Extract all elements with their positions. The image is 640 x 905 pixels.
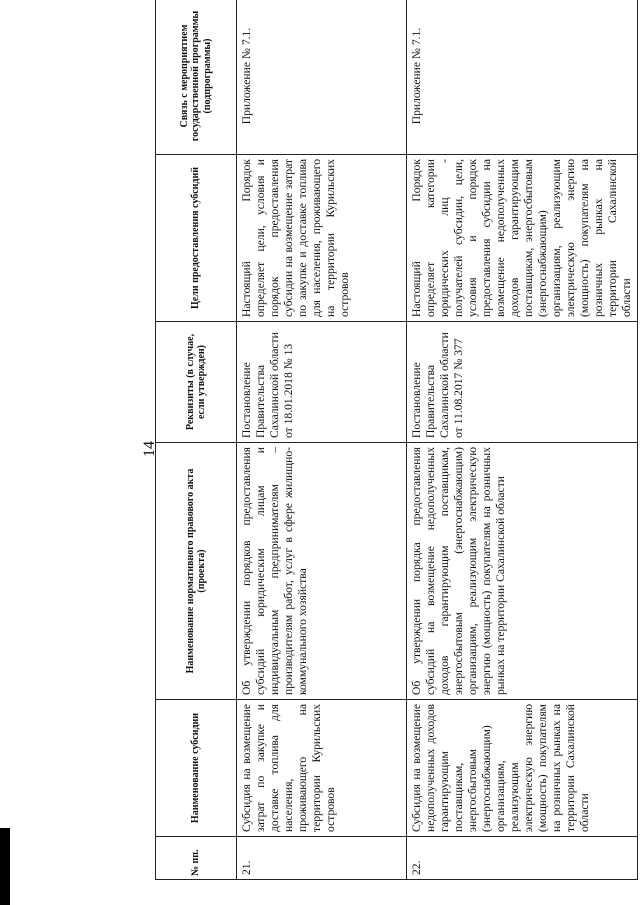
header-subsidy-name: Наименование субсидии bbox=[156, 700, 237, 837]
legal-act-title: Об утверждении порядка предоставления субсидий на возмещение недополученных доходов гарантирующим поставщикам, энергосбытовым (энергоснабжающим) организациям, реализующим электрическую энергию (мощность) покупателям на розничных рынках на территории Сахалинской области bbox=[407, 443, 638, 700]
legal-act-title: Об утверждении порядков предоставления субсидий юридическим лицам и индивидуальным предпринимателям – производителям работ, услуг в сфере жилищно-коммунального хозяйства bbox=[237, 443, 407, 700]
header-requisites: Реквизиты (в случае, если утвержден) bbox=[156, 322, 237, 443]
program-link: Приложение № 7.1. bbox=[237, 0, 407, 155]
header-legal-act: Наименование нормативного правового акта (проекта) bbox=[156, 443, 237, 700]
row-number: 22. bbox=[407, 837, 638, 880]
header-number: № пп. bbox=[156, 837, 237, 880]
table-header-row bbox=[156, 0, 237, 880]
subsidy-goal: Настоящий Порядок определяет категории юридических лиц - получателей субсидии, цели, условия и порядок предоставления субсидии на возмещение недополученных доходов гарантирующим поставщикам, энергосбытовым (энергоснабжающим) организациям, реализующим электрическую энергию (мощность) покупателям на розничных рынках на территории Сахалинской области bbox=[407, 155, 638, 322]
header-goals: Цели предоставления субсидий bbox=[156, 155, 237, 322]
table-row bbox=[237, 0, 407, 880]
act-requisites: Постановление Правительства Сахалинской области от 11.08.2017 № 377 bbox=[407, 322, 638, 443]
scan-edge-shadow bbox=[0, 828, 10, 905]
subsidy-goal: Настоящий Порядок определяет цели, условия и порядок предоставления субсидии на возмещение затрат по закупке и доставке топлива для населения, проживающего на территории Курильских островов bbox=[237, 155, 407, 322]
act-requisites: Постановление Правительства Сахалинской области от 18.01.2018 № 13 bbox=[237, 322, 407, 443]
row-number: 21. bbox=[237, 837, 407, 880]
rotated-page-content bbox=[155, 10, 633, 880]
page-number: 14 bbox=[141, 441, 158, 457]
table-row bbox=[407, 0, 638, 880]
subsidy-name: Субсидия на возмещение затрат по закупке и доставке топлива для населения, проживающего на территории Курильских островов bbox=[237, 700, 407, 837]
program-link: Приложение № 7.1. bbox=[407, 0, 638, 155]
subsidy-table bbox=[155, 0, 638, 880]
header-program-link: Связь с мероприятием государственной программы (подпрограммы) bbox=[156, 0, 237, 155]
subsidy-name: Субсидия на возмещение недополученных доходов гарантирующим поставщикам, энергосбытовым (энергоснабжающим) организациям, реализующим электрическую энергию (мощность) покупателям на розничных рынках на территории Сахалинской области bbox=[407, 700, 638, 837]
